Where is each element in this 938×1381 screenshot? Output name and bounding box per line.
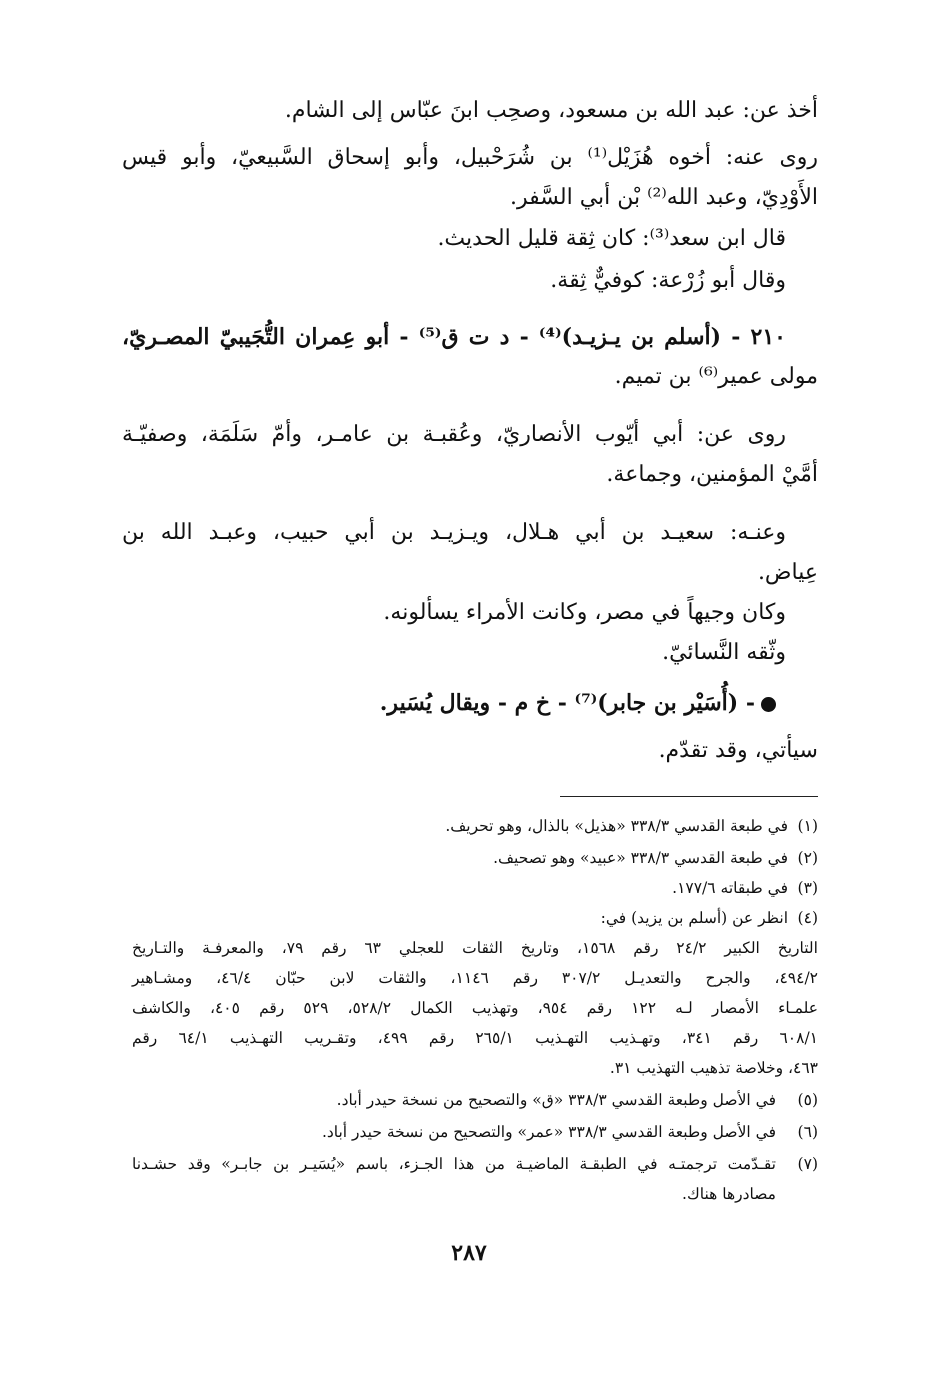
footnote-line: ٤٩٤/٢، والجرح والتعديـل ٣٠٧/٢ رقم ١١٤٦، والثقات لابن حبّان ٤٦/٤، ومشـاهير xyxy=(132,969,818,987)
text-line-5: وقال أبو زُرْعة: كوفيٌّ ثِقة. xyxy=(550,268,786,293)
footnote-number: (٦) xyxy=(797,1123,818,1141)
footnote-text: في طبقاته ١٧٧/٦. xyxy=(672,879,788,897)
bullet-icon xyxy=(761,697,776,712)
footnote-number: (٣) xyxy=(797,879,818,897)
footnote-text: في طبعة القدسي ٣٣٨/٣ «عبيد» وهو تصحيف. xyxy=(493,849,788,867)
footnote-line: علمـاء الأمصار لـه ١٢٢ رقم ٩٥٤، وتهذيب الكمال ٥٢٨/٢، ٥٢٩ رقم ٤٠٥، والكاشف xyxy=(132,999,818,1017)
footnote-divider xyxy=(560,796,818,797)
text-line-12: وكان وجيهاً في مصر، وكانت الأمراء يسألونه. xyxy=(383,600,786,625)
entry-210-heading: ٢١٠ - (أسلم بن يـزيـد)⁽⁴⁾ - د ت ق⁽⁵⁾ - أبو عِمران التُّجَيبيّ المصـريّ، xyxy=(122,324,786,350)
footnote-text: انظر عن (أسلم بن يزيد) في: xyxy=(600,909,788,927)
footnote-number: (٤) xyxy=(797,909,818,927)
text-line-11: عِياض. xyxy=(757,560,818,585)
footnote-number: (٥) xyxy=(797,1091,818,1109)
entry-usayr-text: - (أُسَيْر بن جابر)⁽⁷⁾ - خ م - ويقال يُسَير. xyxy=(379,690,755,716)
text-line-2: روى عنه: أخوه هُزَيْل⁽¹⁾ بن شُرَحْبيل، وأبو إسحاق السَّبيعيّ، وأبو قيس xyxy=(122,145,818,170)
text-line-8: روى عن: أبي أيّوب الأنصاريّ، وعُقبـة بن عامـر، وأمّ سَلَمَة، وصفيّـة xyxy=(122,422,786,447)
page-number: ٢٨٧ xyxy=(451,1240,487,1266)
footnote-text: في الأصل وطبعة القدسي ٣٣٨/٣ «عمر» والتصحيح من نسخة حيدر أباد. xyxy=(321,1123,776,1141)
footnote-line: مصادرها هناك. xyxy=(682,1185,776,1203)
footnote-line: التاريخ الكبير ٢٤/٢ رقم ١٥٦٨، وتاريخ الثقات للعجلي ٦٣ رقم ٧٩، والمعرفـة والتـاريخ xyxy=(132,939,818,957)
footnote-number: (١) xyxy=(797,817,818,835)
text-line-7: مولى عمير⁽⁶⁾ بن تميم. xyxy=(614,364,818,389)
text-line-1: أخذ عن: عبد الله بن مسعود، وصحِب ابنَ عبّاس إلى الشام. xyxy=(284,98,818,123)
text-line-4: قال ابن سعد⁽³⁾: كان ثِقة قليل الحديث. xyxy=(437,226,786,251)
text-line-13: وثّقه النَّسائيّ. xyxy=(662,640,786,665)
text-line-15: سيأتي، وقد تقدّم. xyxy=(658,738,818,763)
footnote-text: في طبعة القدسي ٣٣٨/٣ «هذيل» بالذال، وهو تحريف. xyxy=(445,817,788,835)
footnote-number: (٢) xyxy=(797,849,818,867)
footnote-text: في الأصل وطبعة القدسي ٣٣٨/٣ «ق» والتصحيح من نسخة حيدر أباد. xyxy=(336,1091,776,1109)
entry-usayr-heading xyxy=(380,688,776,718)
footnote-line: ٦٠٨/١ رقم ٣٤١، وتهـذيب التهـذيب ٢٦٥/١ رقم ٤٩٩، وتقـريب التهـذيب ٦٤/١ رقم xyxy=(132,1029,819,1047)
text-line-9: أمَّيْ المؤمنين، وجماعة. xyxy=(606,462,818,487)
footnote-line: ٤٦٣، وخلاصة تذهيب التهذيب ٣١. xyxy=(609,1059,818,1077)
footnote-number: (٧) xyxy=(797,1155,818,1173)
text-line-10: وعنـه: سعيـد بن أبي هـلال، ويـزيـد بن أبي حبيب، وعبـد الله بن xyxy=(122,520,786,545)
text-line-3: الأَوْدِيّ، وعبد الله⁽²⁾ بْن أبي السَّفر. xyxy=(510,185,818,210)
footnote-text: تقـدّمت ترجمتـه في الطبقـة الماضيـة من هذا الجـزء، باسم «يُسَيـر بن جابـر» وقد حشـدنا xyxy=(132,1155,776,1173)
